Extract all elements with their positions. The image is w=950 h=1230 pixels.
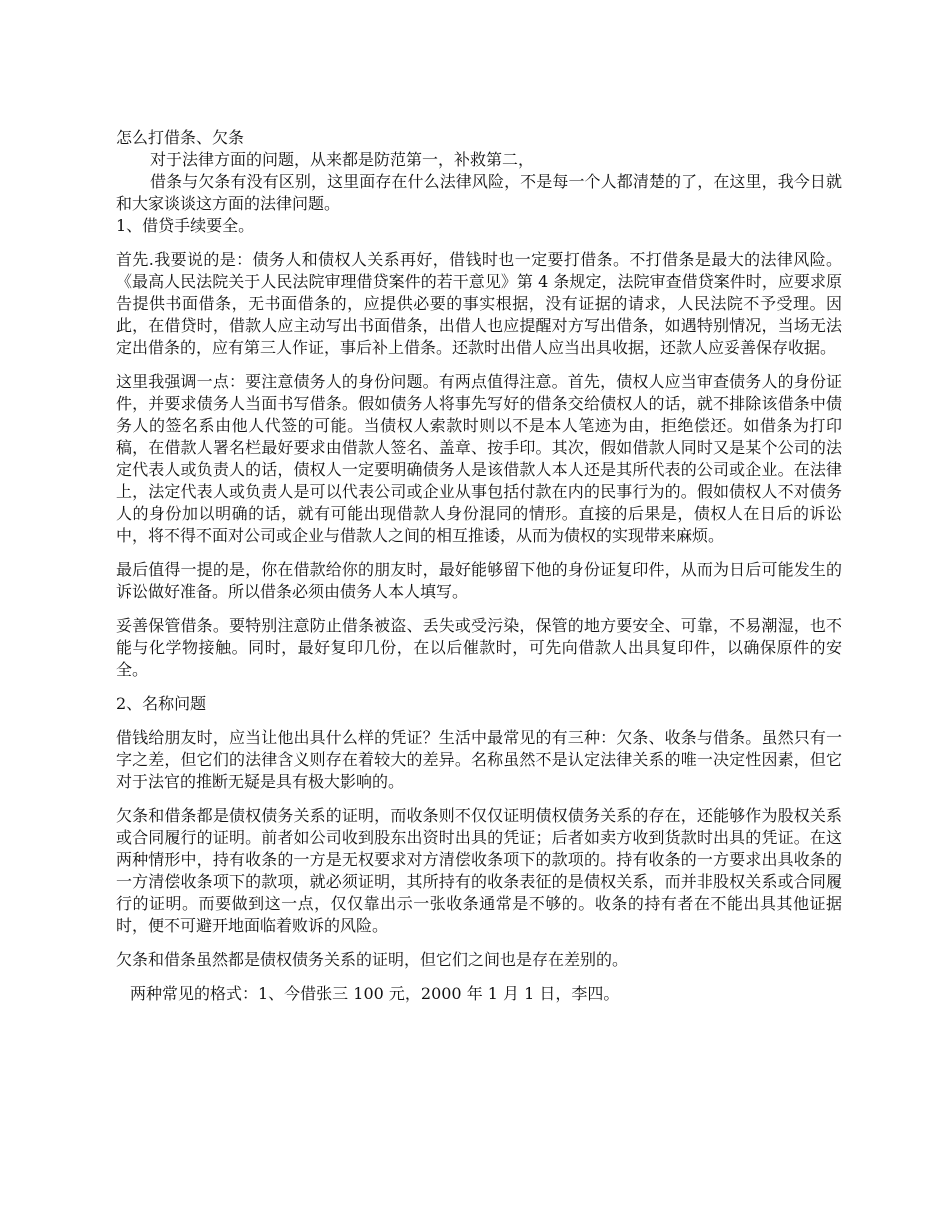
section-1-paragraph-4: 妥善保管借条。要特别注意防止借条被盗、丢失或受污染，保管的地方要安全、可靠，不易潮湿，也不能与化学物接触。同时，最好复印几份，在以后催款时，可先向借款人出具复印件，以确保原件的安全。 bbox=[116, 616, 842, 679]
intro-paragraph-2: 借条与欠条有没有区别，这里面存在什么法律风险，不是每一个人都清楚的了，在这里，我今日就和大家谈谈这方面的法律问题。 bbox=[116, 172, 842, 213]
intro-paragraph-1: 对于法律方面的问题，从来都是防范第一，补救第二， bbox=[150, 150, 535, 169]
section-2-paragraph-1: 借钱给朋友时，应当让他出具什么样的凭证？生活中最常见的有三种：欠条、收条与借条。虽然只有一字之差，但它们的法律含义则存在着较大的差异。名称虽然不是认定法律关系的唯一决定性因素，但它对于法官的推断无疑是具有极大影响的。 bbox=[116, 728, 842, 791]
section-1-heading: 1、借贷手续要全。 bbox=[116, 216, 255, 235]
section-1-paragraph-1: 首先.我要说的是：债务人和债权人关系再好，借钱时也一定要打借条。不打借条是最大的法律风险。《最高人民法院关于人民法院审理借贷案件的若干意见》第 4 条规定，法院审查借贷案件时，应要求原告提供书面借条，无书面借条的，应提供必要的事实根据，没有证据的请求，人民法院不予受理。因此，在借贷时，借款人应主动写出书面借条，出借人也应提醒对方写出借条，如遇特别情况，当场无法定出借条的，应有第三人作证，事后补上借条。还款时出借人应当出具收据，还款人应妥善保存收据。 bbox=[116, 250, 842, 357]
section-2-heading: 2、名称问题 bbox=[116, 694, 207, 713]
document-title: 怎么打借条、欠条 bbox=[116, 128, 245, 147]
section-1-paragraph-3: 最后值得一提的是，你在借款给你的朋友时，最好能够留下他的身份证复印件，从而为日后可能发生的诉讼做好准备。所以借条必须由债务人本人填写。 bbox=[116, 560, 842, 601]
format-line: 两种常见的格式：1、今借张三 100 元，2000 年 1 月 1 日，李四。 bbox=[130, 984, 620, 1003]
section-2-paragraph-3: 欠条和借条虽然都是债权债务关系的证明，但它们之间也是存在差别的。 bbox=[116, 950, 629, 969]
document-content bbox=[116, 127, 842, 1005]
section-1-paragraph-2: 这里我强调一点：要注意债务人的身份问题。有两点值得注意。首先，债权人应当审查债务人的身份证件，并要求债务人当面书写借条。假如债务人将事先写好的借条交给债权人的话，就不排除该借条中债务人的签名系由他人代签的可能。当债权人索款时则以不是本人笔迹为由，拒绝偿还。如借条为打印稿，在借款人署名栏最好要求由借款人签名、盖章、按手印。其次，假如借款人同时又是某个公司的法定代表人或负责人的话，债权人一定要明确债务人是该借款人本人还是其所代表的公司或企业。在法律上，法定代表人或负责人是可以代表公司或企业从事包括付款在内的民事行为的。假如债权人不对债务人的身份加以明确的话，就有可能出现借款人身份混同的情形。直接的后果是，债权人在日后的诉讼中，将不得不面对公司或企业与借款人之间的相互推诿，从而为债权的实现带来麻烦。 bbox=[116, 372, 842, 545]
section-2-paragraph-2: 欠条和借条都是债权债务关系的证明，而收条则不仅仅证明债权债务关系的存在，还能够作为股权关系或合同履行的证明。前者如公司收到股东出资时出具的凭证；后者如卖方收到货款时出具的凭证。在这两种情形中，持有收条的一方是无权要求对方清偿收条项下的款项的。持有收条的一方要求出具收条的一方清偿收条项下的款项，就必须证明，其所持有的收条表征的是债权关系，而并非股权关系或合同履行的证明。而要做到这一点，仅仅靠出示一张收条通常是不够的。收条的持有者在不能出具其他证据时，便不可避开地面临着败诉的风险。 bbox=[116, 806, 842, 935]
